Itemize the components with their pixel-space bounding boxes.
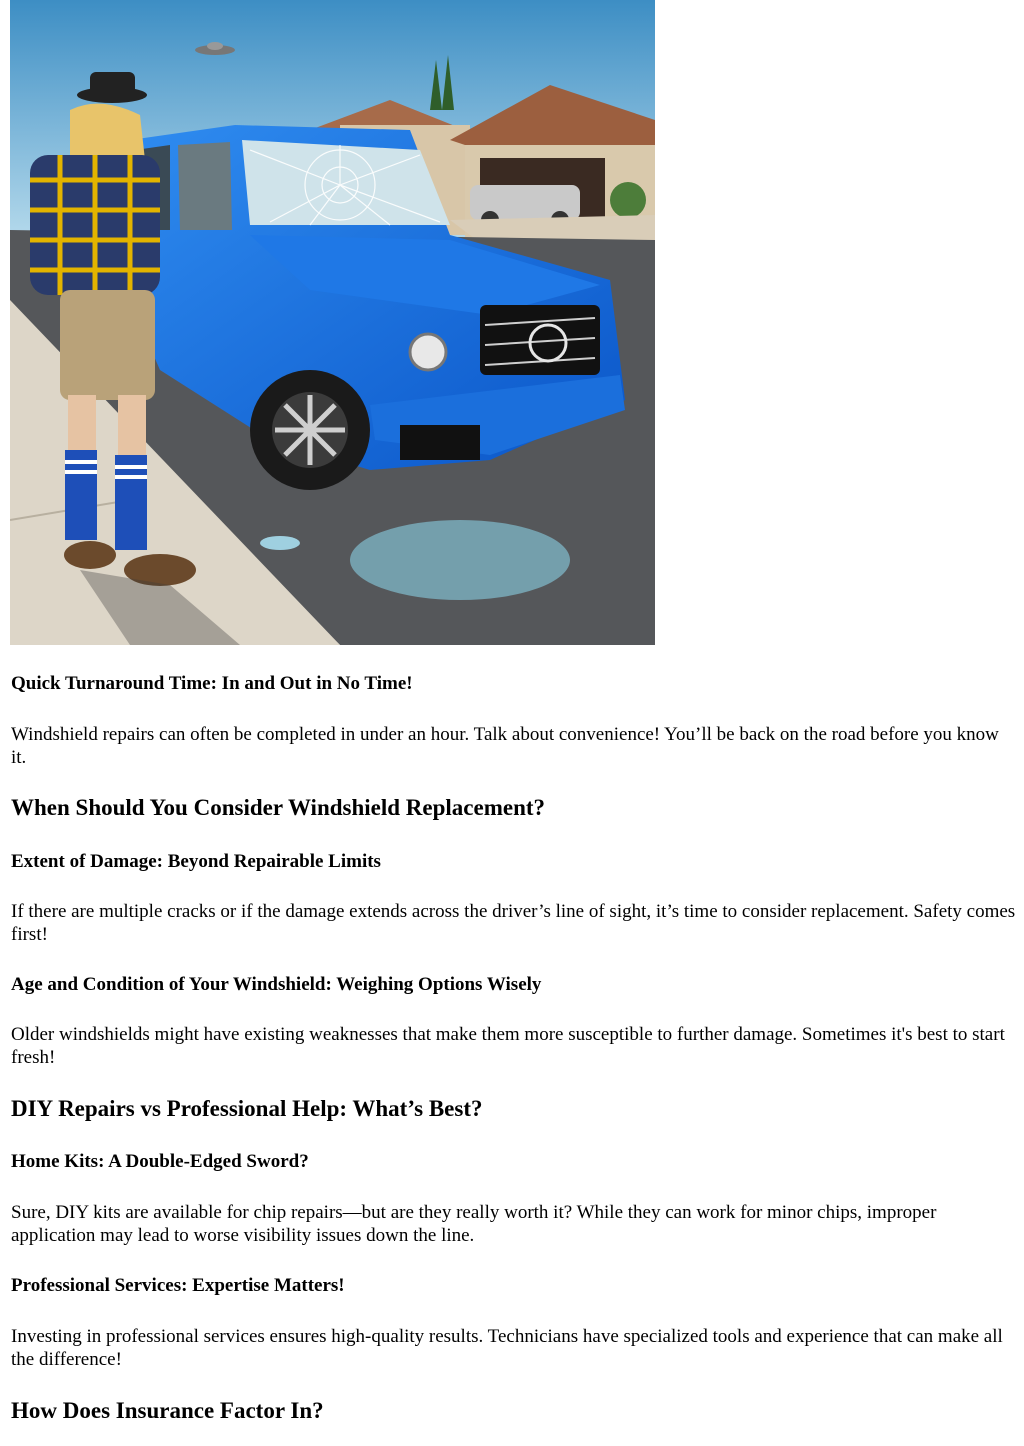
quick-turnaround-paragraph: Windshield repairs can often be completed in under an hour. Talk about convenience! You’ll be back on the road before you know it. xyxy=(11,724,999,768)
quick-turnaround-heading: Quick Turnaround Time: In and Out in No Time! xyxy=(11,673,413,694)
professional-services-paragraph: Investing in professional services ensures high-quality results. Technicians have specialized tools and experience that can make all the difference! xyxy=(11,1326,1003,1370)
extent-of-damage-paragraph: If there are multiple cracks or if the damage extends across the driver’s line of sight, it’s time to consider replacement. Safety comes first! xyxy=(11,901,1016,945)
replacement-heading: When Should You Consider Windshield Replacement? xyxy=(11,795,546,820)
home-kits-heading: Home Kits: A Double-Edged Sword? xyxy=(11,1151,309,1172)
home-kits-paragraph: Sure, DIY kits are available for chip repairs—but are they really worth it? While they can work for minor chips, improper application may lead to worse visibility issues down the line. xyxy=(11,1202,937,1246)
diy-vs-professional-heading: DIY Repairs vs Professional Help: What’s Best? xyxy=(11,1096,483,1121)
extent-of-damage-heading: Extent of Damage: Beyond Repairable Limits xyxy=(11,851,381,872)
age-condition-heading: Age and Condition of Your Windshield: Weighing Options Wisely xyxy=(11,974,542,995)
insurance-heading: How Does Insurance Factor In? xyxy=(11,1398,324,1423)
hero-image xyxy=(10,0,655,645)
age-condition-paragraph: Older windshields might have existing weaknesses that make them more susceptible to further damage. Sometimes it's best to start fresh! xyxy=(11,1024,1005,1068)
professional-services-heading: Professional Services: Expertise Matters! xyxy=(11,1275,345,1296)
